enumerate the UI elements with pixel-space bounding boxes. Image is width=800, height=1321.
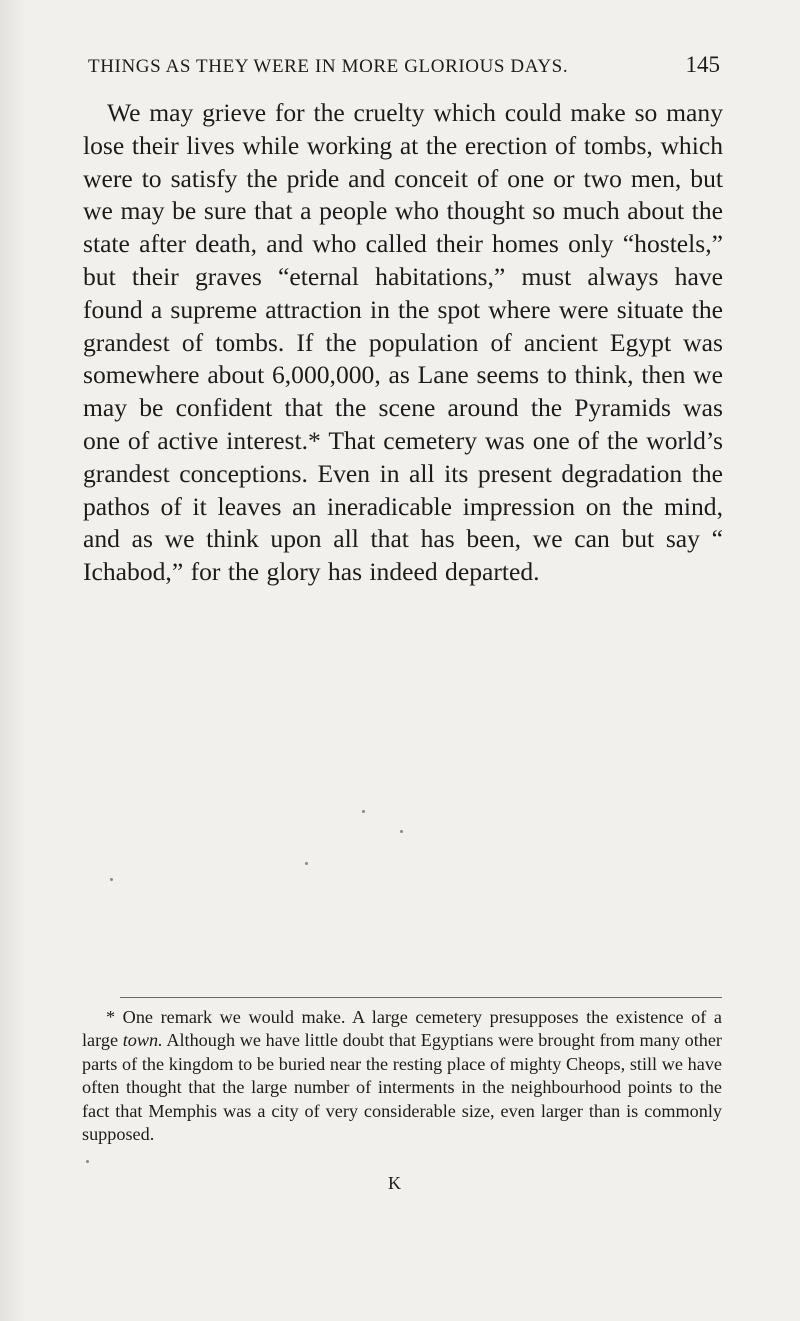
footnote-rule (120, 997, 722, 998)
footnote (82, 1006, 722, 1146)
running-head: THINGS AS THEY WERE IN MORE GLORIOUS DAYS. (88, 56, 569, 77)
page-header (88, 52, 720, 78)
footnote-text-end: Although we have little doubt that Egyptians were brought from many other parts of the kingdom to be buried near the resting place of mighty Cheops, still we have often thought that the large number of interments in the neighbourhood points to the fact that Memphis was a city of very considerable size, even larger than is commonly supposed. (82, 1030, 722, 1145)
paper-speck (362, 810, 365, 813)
footnote-text-start: * One remark we would make. A large cemetery presupposes the existence of a large (82, 1007, 722, 1051)
paper-speck (305, 862, 308, 865)
paper-speck (400, 830, 403, 833)
body-paragraph: We may grieve for the cruelty which could make so many lose their lives while working at the erection of tombs, which were to satisfy the pride and conceit of one or two men, but we may be sure that a people who thought so much about the state after death, and who called their homes only “hostels,” but their graves “eternal habitations,” must always have found a supreme attraction in the spot where were situate the grandest of tombs. If the population of ancient Egypt was somewhere about 6,000,000, as Lane seems to think, then we may be confident that the scene around the Pyramids was one of active interest.* That cemetery was one of the world’s grandest conceptions. Even in all its present degradation the pathos of it leaves an ineradicable impression on the mind, and as we think upon all that has been, we can but say “ Ichabod,” for the glory has indeed departed. (83, 98, 723, 587)
paper-speck (86, 1160, 89, 1163)
footnote-emphasis: town. (122, 1030, 163, 1051)
signature-mark: K (388, 1173, 402, 1193)
page-number: 145 (685, 52, 720, 77)
paper-speck (110, 878, 113, 881)
